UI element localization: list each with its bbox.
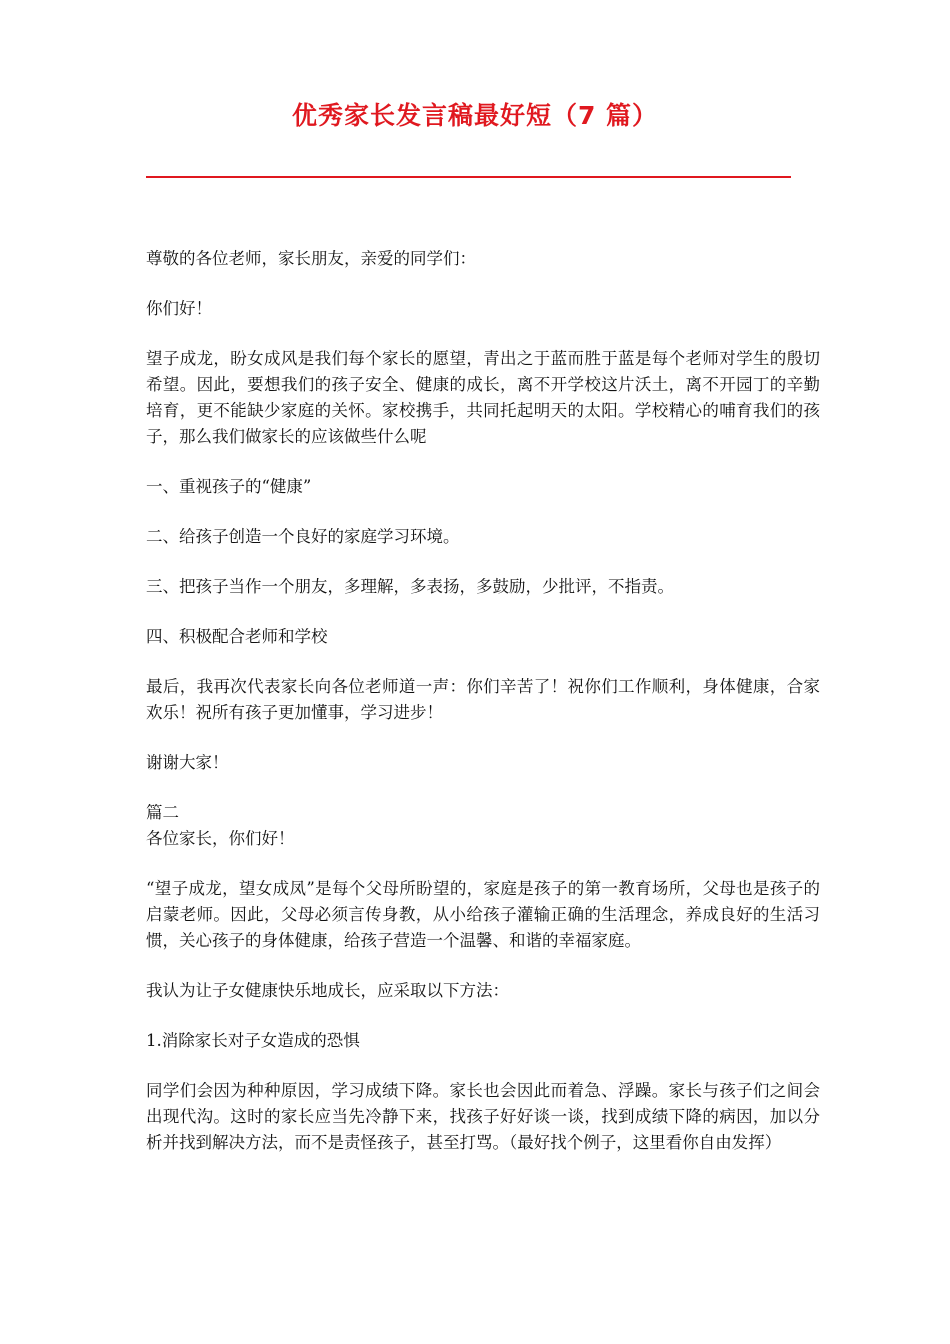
- body-paragraph: 我认为让子女健康快乐地成长，应采取以下方法：: [146, 981, 509, 1000]
- numbered-heading: 1.消除家长对子女造成的恐惧: [146, 1031, 360, 1050]
- document-body: [146, 246, 820, 1180]
- closing: 谢谢大家！: [146, 753, 229, 772]
- salutation: 尊敬的各位老师，家长朋友，亲爱的同学们：: [146, 249, 476, 268]
- greeting: 各位家长，你们好！: [146, 829, 295, 848]
- greeting: 你们好！: [146, 299, 212, 318]
- list-item: 二、给孩子创造一个良好的家庭学习环境。: [146, 527, 460, 546]
- body-paragraph: 同学们会因为种种原因，学习成绩下降。家长也会因此而着急、浮躁。家长与孩子们之间会出现代沟。这时的家长应当先冷静下来，找孩子好好谈一谈，找到成绩下降的病因，加以分析并找到解决方法，而不是责怪孩子，甚至打骂。（最好找个例子，这里看你自由发挥）: [146, 1081, 820, 1152]
- title-divider: [146, 176, 791, 178]
- body-paragraph: 最后，我再次代表家长向各位老师道一声：你们辛苦了！祝你们工作顺利，身体健康，合家欢乐！祝所有孩子更加懂事，学习进步！: [146, 677, 820, 722]
- list-item: 一、重视孩子的“健康”: [146, 477, 312, 496]
- list-item: 三、把孩子当作一个朋友，多理解，多表扬，多鼓励，少批评，不指责。: [146, 577, 674, 596]
- section-heading: 篇二: [146, 803, 179, 822]
- body-paragraph: 望子成龙，盼女成风是我们每个家长的愿望，青出之于蓝而胜于蓝是每个老师对学生的殷切希望。因此，要想我们的孩子安全、健康的成长，离不开学校这片沃土，离不开园丁的辛勤培育，更不能缺少家庭的关怀。家校携手，共同托起明天的太阳。学校精心的哺育我们的孩子，那么我们做家长的应该做些什么呢: [146, 349, 820, 446]
- body-paragraph: “望子成龙，望女成凤”是每个父母所盼望的，家庭是孩子的第一教育场所，父母也是孩子的启蒙老师。因此，父母必须言传身教，从小给孩子灌输正确的生活理念，养成良好的生活习惯，关心孩子的身体健康，给孩子营造一个温馨、和谐的幸福家庭。: [146, 879, 820, 950]
- list-item: 四、积极配合老师和学校: [146, 627, 328, 646]
- document-title: 优秀家长发言稿最好短（7 篇）: [291, 101, 659, 130]
